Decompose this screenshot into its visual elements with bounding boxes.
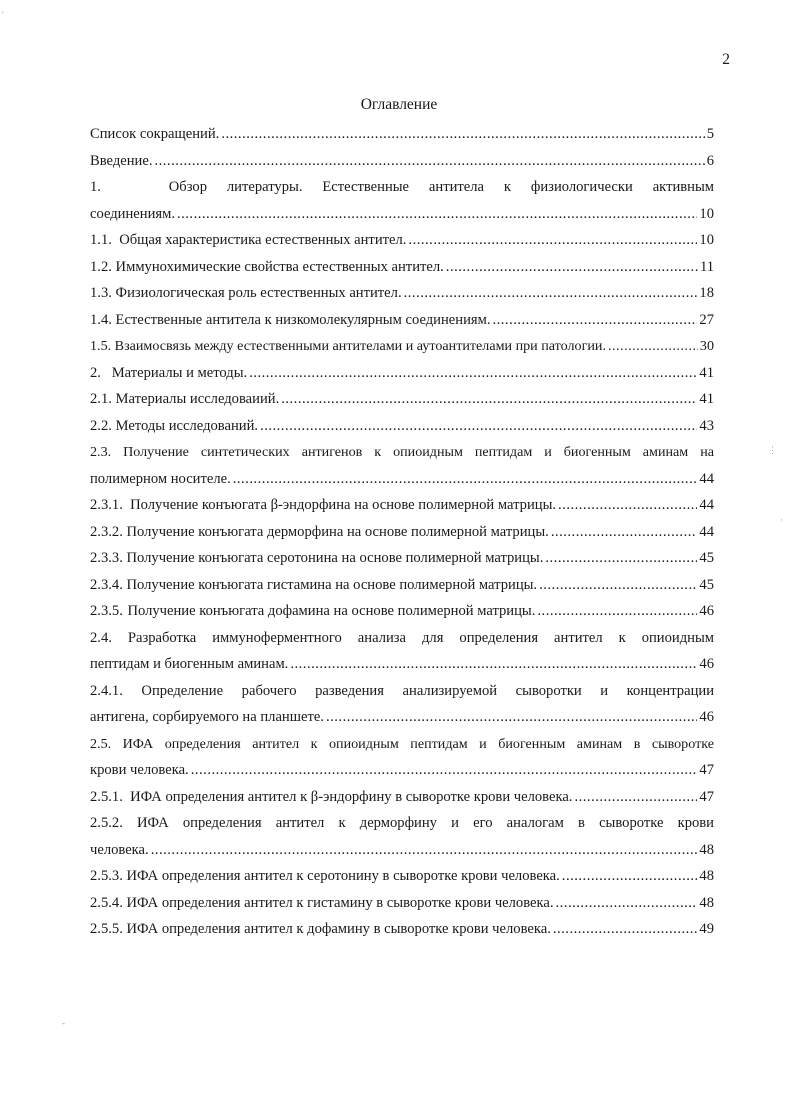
scan-speck: · — [780, 515, 783, 525]
dot-leader — [249, 360, 697, 387]
dot-leader — [539, 572, 697, 599]
toc-entry-page: 47 — [699, 762, 714, 778]
dot-leader — [326, 704, 697, 731]
toc-entry-page: 18 — [699, 285, 714, 301]
page-number: 2 — [722, 51, 730, 68]
toc-entry-page: 10 — [699, 232, 714, 248]
toc-entry-page: 44 — [699, 497, 714, 513]
toc-entry-text: 1.4. Естественные антитела к низкомолекулярным соединениям. — [90, 311, 491, 328]
toc-entry-text: 1.2. Иммунохимические свойства естественных антител. — [90, 258, 444, 275]
toc-entry-page: 43 — [699, 417, 714, 434]
toc-entry-text: 2.5.5. ИФА определения антител к дофамину в сыворотке крови человека. — [90, 921, 551, 937]
scan-speck: ⋮ — [768, 445, 777, 455]
toc-entry — [90, 227, 714, 254]
dot-leader — [556, 890, 698, 917]
toc-entry-text: 1.3. Физиологическая роль естественных антител. — [90, 285, 402, 301]
toc-entry — [90, 307, 714, 334]
toc-entry-number: 1. — [90, 179, 101, 195]
dot-leader — [562, 863, 698, 890]
toc-entry-page: 47 — [699, 788, 714, 805]
dot-leader — [545, 545, 697, 572]
toc-entry-text: Получение конъюгата дофамина на основе полимерной матрицы. — [127, 603, 536, 619]
toc-entry-page: 48 — [699, 868, 714, 884]
toc-entry-page: 49 — [699, 921, 714, 937]
dot-leader — [574, 784, 697, 811]
toc-entry — [90, 333, 714, 360]
toc-entry-page: 6 — [706, 152, 714, 169]
toc-entry-text: 2.1. Материалы исследоваиий. — [90, 391, 280, 407]
toc-entry — [90, 280, 714, 307]
dot-leader — [408, 227, 697, 254]
dot-leader — [551, 519, 698, 546]
toc-entry-text-line2: крови человека. — [90, 762, 189, 778]
toc-entry-text: 2.5.4. ИФА определения антител к гистамину в сыворотке крови человека. — [90, 894, 554, 911]
dot-leader — [553, 916, 698, 943]
toc-entry-text: 2.3.4. Получение конъюгата гистамина на основе полимерной матрицы. — [90, 576, 538, 593]
toc-entry — [90, 386, 714, 413]
toc-entry-page: 45 — [699, 576, 714, 593]
toc-entry — [90, 890, 714, 917]
dot-leader — [191, 757, 698, 784]
dot-leader — [177, 201, 697, 228]
toc-entry-text: 2.3.1. Получение конъюгата β-эндорфина на основе полимерной матрицы. — [90, 497, 557, 513]
toc-entry-text-line1: 2.5. ИФА определения антител к опиоидным пептидам и биогенным аминам в сыворотке — [90, 735, 714, 752]
toc-entry-text: Список сокращений. — [90, 126, 220, 142]
toc-entry-text: 2.3.3. Получение конъюгата серотонина на основе полимерной матрицы. — [90, 550, 544, 566]
dot-leader — [260, 413, 697, 440]
dot-leader — [221, 121, 704, 148]
dot-leader — [281, 386, 697, 413]
scan-speck: - — [62, 1018, 65, 1028]
toc-entry-text-line2: антигена, сорбируемого на планшете. — [90, 709, 324, 725]
toc-entry — [90, 148, 714, 175]
toc-entry-page: 48 — [699, 841, 714, 858]
toc-entry — [90, 731, 714, 784]
toc-entry-page: 30 — [699, 338, 714, 354]
toc-entry — [90, 810, 714, 863]
toc-entry-text: 1.1. Общая характеристика естественных антител. — [90, 232, 407, 248]
toc-entry-text-line1: 2.3. Получение синтетических антигенов к опиоидным пептидам и биогенным аминам на — [90, 444, 714, 460]
dot-leader — [608, 333, 698, 360]
toc-entry-page: 41 — [699, 364, 714, 381]
toc-entry — [90, 572, 714, 599]
dot-leader — [233, 466, 698, 493]
toc-entry — [90, 863, 714, 890]
toc-entry — [90, 545, 714, 572]
toc-entry-page: 5 — [706, 126, 714, 142]
toc-entry-page: 10 — [699, 205, 714, 222]
toc-entry-text-line2: полимерном носителе. — [90, 470, 231, 487]
toc-entry — [90, 254, 714, 281]
dot-leader — [558, 492, 697, 519]
toc-entry-number: 2. — [90, 364, 101, 381]
toc-entry-text: 2.5.3. ИФА определения антител к серотонину в сыворотке крови человека. — [90, 868, 560, 884]
dot-leader — [404, 280, 698, 307]
toc-entry — [90, 598, 714, 625]
toc-entry-page: 46 — [699, 709, 714, 725]
toc-entry-page: 44 — [699, 523, 714, 540]
toc-entry-page: 41 — [699, 391, 714, 407]
toc-entry — [90, 174, 714, 227]
toc-entry — [90, 492, 714, 519]
toc-entry-page: 48 — [699, 894, 714, 911]
toc-entry-page: 44 — [699, 470, 714, 487]
toc-entry-number: 2.3.5. — [90, 603, 123, 619]
toc-entry-text-line2: человека. — [90, 841, 149, 858]
toc-entry-page: 11 — [699, 258, 714, 275]
toc-entry-text-line1: 2.4.1. Определение рабочего разведения анализируемой сыворотки и концентрации — [90, 682, 714, 699]
toc-entry-text-line2: пептидам и биогенным аминам. — [90, 656, 289, 672]
toc-entry — [90, 360, 714, 387]
scan-speck: ' — [2, 10, 4, 20]
dot-leader — [290, 651, 697, 678]
dot-leader — [151, 837, 698, 864]
toc-entry — [90, 678, 714, 731]
toc-entry-text-line1: Обзор литературы. Естественные антитела к физиологически активным — [168, 179, 714, 195]
toc-entry-page: 46 — [699, 656, 714, 672]
toc-entry-text: 2.2. Методы исследований. — [90, 417, 259, 434]
toc-entry — [90, 121, 714, 148]
toc-entry-page: 27 — [699, 311, 714, 328]
toc-entry-text-line2: соединениям. — [90, 205, 175, 222]
toc-entry — [90, 439, 714, 492]
toc-entry-text: Материалы и методы. — [111, 364, 248, 381]
table-of-contents — [90, 121, 714, 943]
toc-entry-text: 1.5. Взаимосвязь между естественными антителами и аутоантителами при патологии. — [90, 338, 606, 354]
toc-entry-text-line1: 2.5.2. ИФА определения антител к дерморфину и его аналогам в сыворотке крови — [90, 815, 714, 831]
toc-entry — [90, 784, 714, 811]
toc-entry — [90, 519, 714, 546]
toc-entry — [90, 625, 714, 678]
toc-entry-text: 2.3.2. Получение конъюгата дерморфина на основе полимерной матрицы. — [90, 523, 549, 540]
toc-entry — [90, 413, 714, 440]
dot-leader — [154, 148, 704, 175]
toc-entry-page: 46 — [699, 603, 714, 619]
toc-entry-text-line1: 2.4. Разработка иммуноферментного анализа для определения антител к опиоидным — [90, 629, 714, 646]
toc-title: Оглавление — [360, 96, 438, 113]
dot-leader — [537, 598, 697, 625]
toc-entry-text: Введение. — [90, 152, 153, 169]
dot-leader — [492, 307, 697, 334]
toc-entry — [90, 916, 714, 943]
toc-entry-text: 2.5.1. ИФА определения антител к β-эндорфину в сыворотке крови человека. — [90, 788, 573, 805]
dot-leader — [446, 254, 698, 281]
toc-entry-page: 45 — [699, 550, 714, 566]
